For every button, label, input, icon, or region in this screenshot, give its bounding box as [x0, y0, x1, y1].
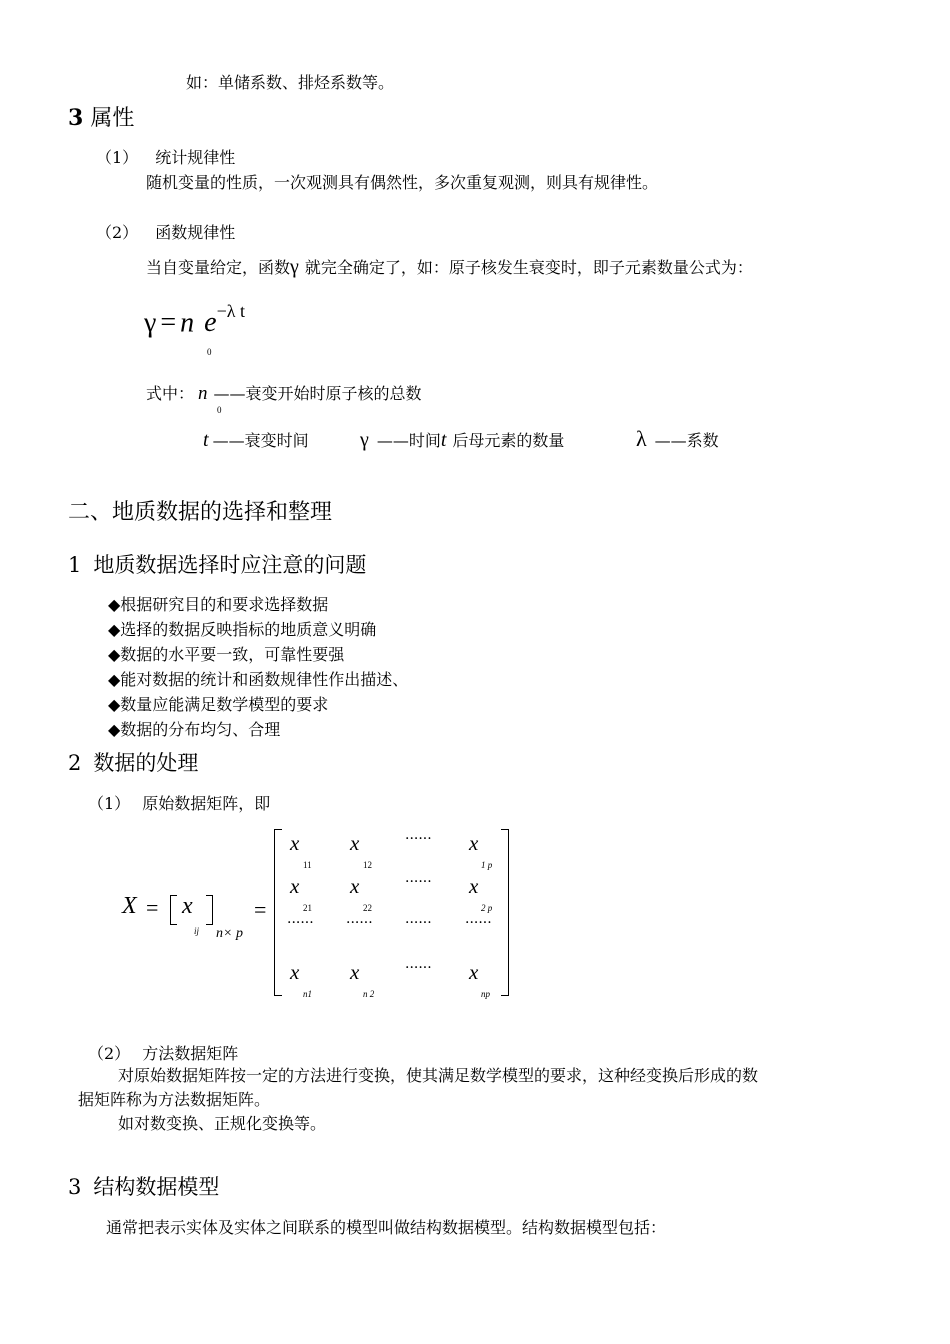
matrix-cell: x	[350, 831, 360, 855]
matrix-X: X	[122, 893, 137, 919]
formula-exponent: −λ t	[216, 301, 245, 321]
legend-n: 式中： n ——衰变开始时原子核的总数	[146, 383, 422, 404]
sub-heading-raw-matrix: （1） 原始数据矩阵，即	[88, 794, 271, 813]
section-heading-processing: 2 数据的处理	[68, 751, 199, 775]
section-title: 属性	[90, 106, 135, 131]
matrix-subscript: 1 p	[481, 860, 493, 870]
item-title: 函数规律性	[155, 223, 236, 242]
left-bracket-large	[274, 829, 282, 996]
legend-lambda: λ ——系数	[636, 426, 719, 451]
matrix-cell: x	[290, 960, 300, 984]
part-title: 二、地质数据的选择和整理	[68, 500, 333, 525]
item-title: 统计规律性	[155, 148, 236, 167]
item-number: （1）	[96, 148, 139, 167]
matrix-subscript: np	[481, 989, 490, 999]
example-line: 如：单储系数、排烃系数等。	[186, 73, 395, 92]
list-item: ◆能对数据的统计和函数规律性作出描述、	[108, 670, 409, 689]
matrix-subscript: n1	[303, 989, 312, 999]
section-heading-structural: 3 结构数据模型	[68, 1175, 220, 1199]
matrix-dots: ······	[405, 915, 432, 931]
structural-paragraph: 通常把表示实体及实体之间联系的模型叫做结构数据模型。结构数据模型包括：	[106, 1218, 667, 1237]
matrix-eq2: =	[254, 897, 267, 922]
matrix-subscript: 21	[303, 903, 312, 913]
method-paragraph: 对原始数据矩阵按一定的方法进行变换，使其满足数学模型的要求，这种经变换后形成的数	[118, 1066, 759, 1085]
matrix-dots: ······	[346, 915, 373, 931]
matrix-cell: x	[469, 831, 479, 855]
matrix-size: n× p	[216, 926, 243, 941]
sub-heading-method-matrix: （2） 方法数据矩阵	[88, 1044, 239, 1063]
section-heading-selection: 1 地质数据选择时应注意的问题	[68, 553, 367, 577]
left-bracket-small	[170, 895, 177, 925]
list-item: ◆选择的数据反映指标的地质意义明确	[108, 620, 377, 639]
matrix-dots: ······	[405, 874, 432, 890]
decay-formula: γ = n $e^{-\lambda t}$	[144, 301, 245, 339]
matrix-cell: x	[350, 874, 360, 898]
matrix-eq: =	[146, 895, 159, 920]
selection-bullet-list	[108, 592, 408, 742]
list-item: ◆数量应能满足数学模型的要求	[108, 695, 329, 714]
section-number: 3	[68, 105, 84, 131]
method-example: 如对数变换、正规化变换等。	[118, 1114, 327, 1133]
matrix-dots: ······	[405, 960, 432, 976]
legend-n-subscript: 0	[217, 405, 222, 415]
matrix-cell: x	[469, 874, 479, 898]
matrix-subscript: 11	[303, 860, 312, 870]
matrix-subscript: 12	[363, 860, 372, 870]
legend-t: t ——衰变时间	[203, 429, 309, 451]
legend-gamma: γ ——时间t 后母元素的数量	[360, 429, 565, 451]
formula-subscript: 0	[207, 347, 212, 357]
item-number: （2）	[96, 223, 139, 242]
matrix-dots: ······	[405, 831, 432, 847]
item-statistical-heading	[96, 145, 235, 168]
matrix-cell: x	[469, 960, 479, 984]
right-bracket-large	[501, 829, 509, 996]
right-bracket-small	[206, 895, 213, 925]
section-heading-attributes	[68, 101, 134, 132]
matrix-dots: ······	[287, 915, 314, 931]
item-functional-desc: 当自变量给定，函数γ 就完全确定了，如：原子核发生衰变时，即子元素数量公式为：	[146, 256, 753, 278]
list-item: ◆数据的水平要一致，可靠性要强	[108, 645, 345, 664]
method-paragraph-cont: 据矩阵称为方法数据矩阵。	[78, 1090, 271, 1109]
matrix-subscript: 2 p	[481, 903, 493, 913]
matrix-x-elem: x	[182, 893, 193, 919]
matrix-subscript: 22	[363, 903, 372, 913]
matrix-dots: ······	[465, 915, 492, 931]
matrix-subscript: n 2	[363, 989, 375, 999]
list-item: ◆数据的分布均匀、合理	[108, 720, 281, 739]
gamma-symbol: γ	[290, 256, 299, 278]
matrix-cell: x	[290, 831, 300, 855]
list-item: ◆根据研究目的和要求选择数据	[108, 595, 329, 614]
item-statistical-desc: 随机变量的性质，一次观测具有偶然性，多次重复观测，则具有规律性。	[146, 173, 659, 192]
matrix-cell: x	[290, 874, 300, 898]
matrix-cell: x	[350, 960, 360, 984]
item-functional-heading	[96, 220, 235, 243]
matrix-ij: ij	[194, 926, 200, 936]
